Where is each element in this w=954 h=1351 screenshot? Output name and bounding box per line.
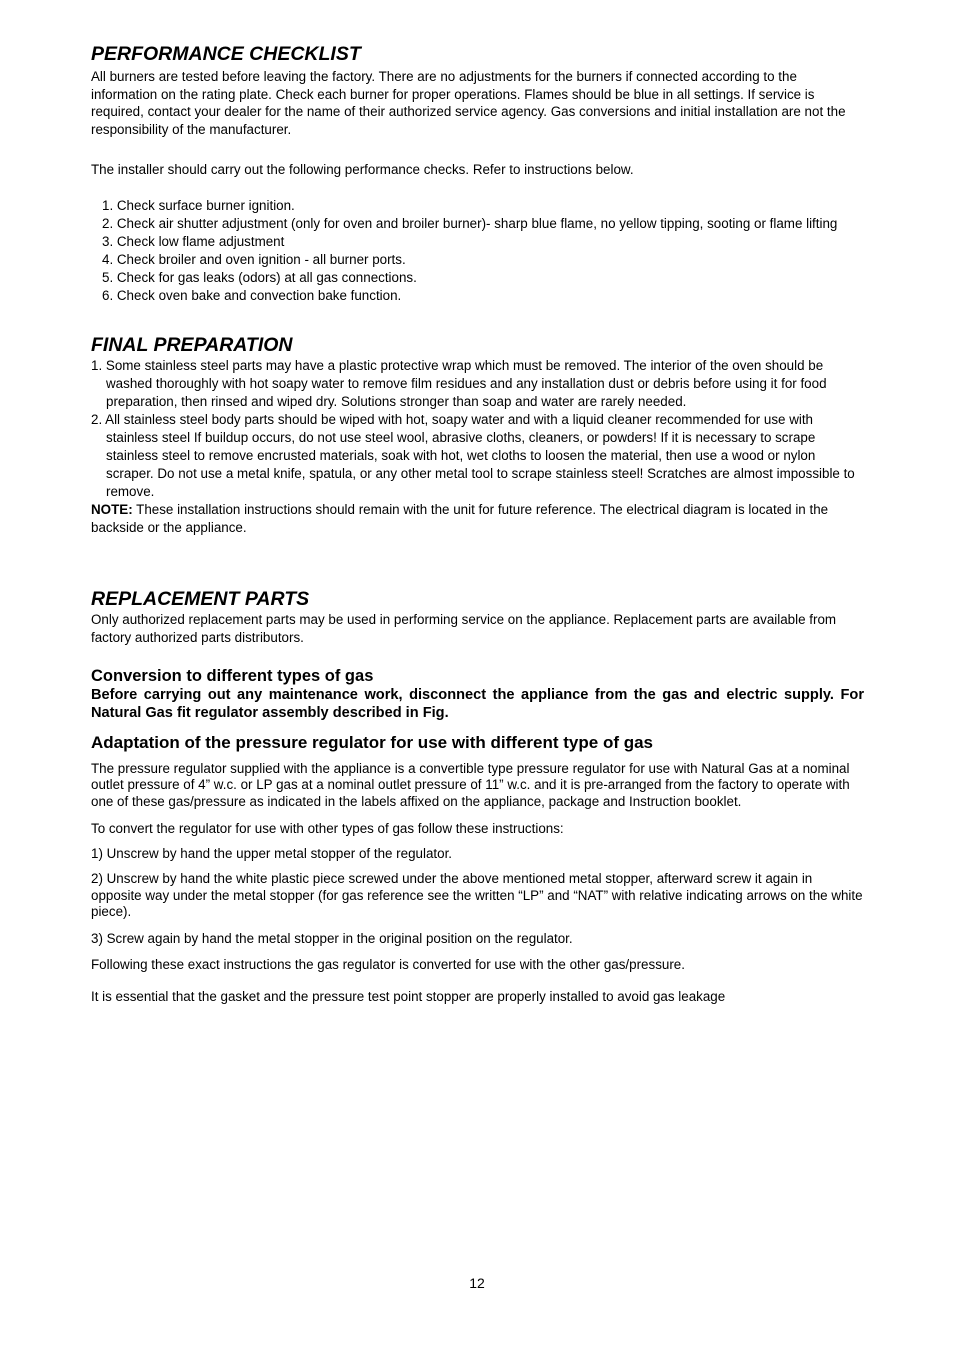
adaptation-paragraph: Following these exact instructions the gas regulator is converted for use with the other gas/pressure. bbox=[91, 956, 685, 972]
document-page bbox=[91, 42, 864, 1006]
adaptation-paragraph: It is essential that the gasket and the pressure test point stopper are properly installed to avoid gas leakage bbox=[91, 989, 726, 1005]
adaptation-step: 3) Screw again by hand the metal stopper in the original position on the regulator. bbox=[91, 931, 573, 947]
replacement-parts-heading: REPLACEMENT PARTS bbox=[91, 587, 310, 610]
performance-checklist-heading: PERFORMANCE CHECKLIST bbox=[91, 43, 361, 65]
final-preparation-list bbox=[91, 357, 864, 501]
note-label: NOTE: bbox=[91, 501, 133, 517]
checklist-item: 4. Check broiler and oven ignition - all burner ports. bbox=[102, 251, 406, 267]
adaptation-heading: Adaptation of the pressure regulator for use with different type of gas bbox=[91, 732, 654, 752]
performance-checklist bbox=[102, 197, 864, 305]
checklist-item: 6. Check oven bake and convection bake function. bbox=[102, 287, 402, 303]
checklist-item: 5. Check for gas leaks (odors) at all gas connections. bbox=[102, 269, 417, 285]
conversion-warning: Before carrying out any maintenance work, disconnect the appliance from the gas and electric supply. For Natural Gas fit regulator assembly described in Fig. bbox=[91, 686, 864, 721]
conversion-heading: Conversion to different types of gas bbox=[91, 666, 374, 685]
adaptation-paragraph: To convert the regulator for use with other types of gas follow these instructions: bbox=[91, 820, 564, 836]
checklist-item: 3. Check low flame adjustment bbox=[102, 233, 285, 249]
adaptation-step: 1) Unscrew by hand the upper metal stopper of the regulator. bbox=[91, 846, 453, 862]
installer-instructions: The installer should carry out the following performance checks. Refer to instructions below. bbox=[91, 162, 634, 177]
performance-intro: All burners are tested before leaving the factory. There are no adjustments for the burners if connected according to the information on the rating plate. Check each burner for proper operations. Flames should be blue in all settings. If service is required, contact your dealer for the name of their authorized service agency. Gas conversions and initial installation are not the responsibility of the manufacturer. bbox=[91, 69, 846, 137]
preparation-item: 2. All stainless steel body parts should be wiped with hot, soapy water and with a liquid cleaner recommended for use with stainless steel If buildup occurs, do not use steel wool, abrasive cloths, cleaners, or powders! If it is necessary to scrape stainless steel to remove encrusted materials, soak with hot, wet cloths to loosen the material, then use a wood or nylon scraper. Do not use a metal knife, spatula, or any other metal tool to scrape stainless steel! Scratches are almost impossible to remove. bbox=[91, 411, 855, 499]
note-text: These installation instructions should remain with the unit for future reference. The electrical diagram is located in the backside or the appliance. bbox=[91, 501, 829, 535]
note-paragraph bbox=[91, 501, 864, 537]
final-preparation-heading: FINAL PREPARATION bbox=[91, 333, 293, 356]
page-number: 12 bbox=[469, 1275, 485, 1291]
adaptation-step: 2) Unscrew by hand the white plastic piece screwed under the above mentioned metal stopper, afterward screw it again in opposite way under the metal stopper (for gas reference see the written “LP” and “NAT” with relative indicating arrows on the white piece). bbox=[91, 870, 863, 920]
replacement-parts-text: Only authorized replacement parts may be used in performing service on the appliance. Replacement parts are available from factory authorized parts distributors. bbox=[91, 611, 837, 645]
checklist-item: 1. Check surface burner ignition. bbox=[102, 197, 295, 213]
adaptation-paragraph: The pressure regulator supplied with the appliance is a convertible type pressure regulator for use with Natural Gas at a nominal outlet pressure of 4” w.c. or LP gas at a nominal outlet pressure of 11” w.c. and it is pre-arranged from the factory to operate with one of these gas/pressure as indicated in the labels affixed on the appliance, package and Instruction booklet. bbox=[91, 760, 850, 810]
preparation-item: 1. Some stainless steel parts may have a plastic protective wrap which must be removed. The interior of the oven should be washed thoroughly with hot soapy water to remove film residues and any installation dust or debris before using it for food preparation, then rinsed and wiped dry. Solutions stronger than soap and water are rarely needed. bbox=[91, 357, 827, 409]
checklist-item: 2. Check air shutter adjustment (only for oven and broiler burner)- sharp blue flame, no yellow tipping, sooting or flame lifting bbox=[102, 215, 838, 231]
